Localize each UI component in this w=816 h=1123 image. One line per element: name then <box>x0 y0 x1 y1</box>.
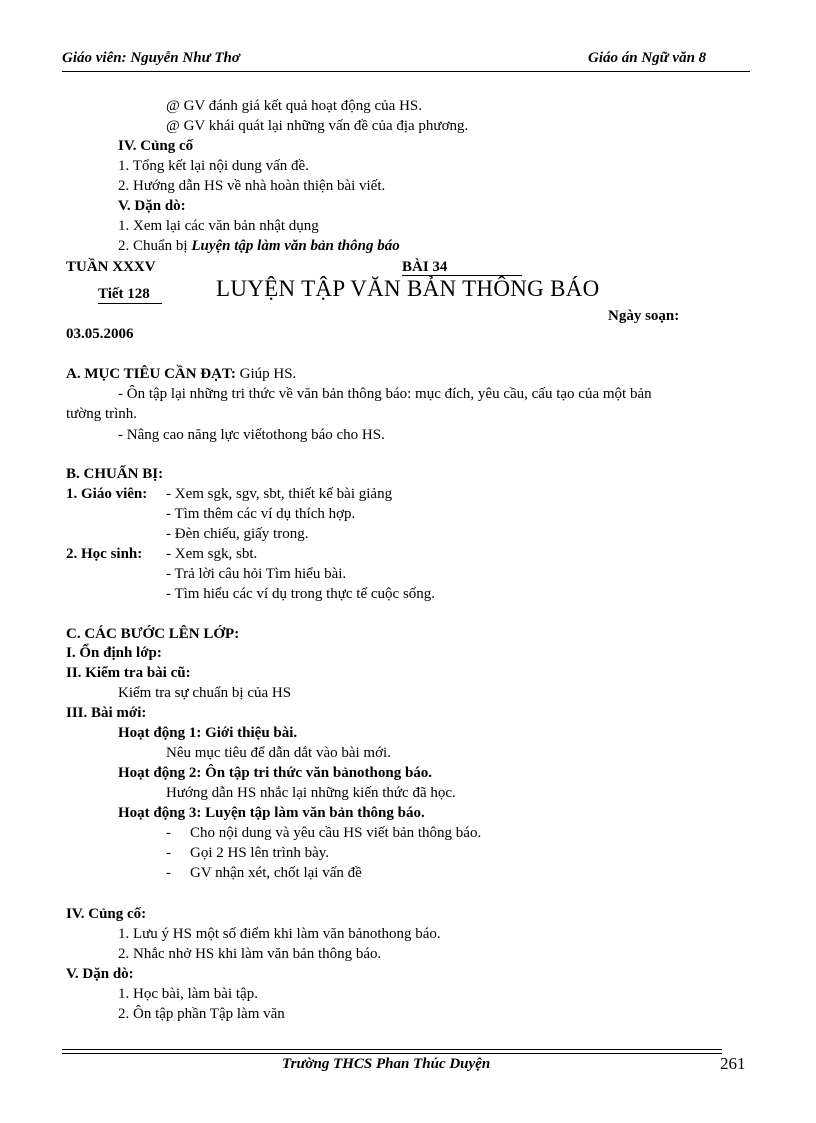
header-subject: Giáo án Ngữ văn 8 <box>588 50 707 66</box>
student-item-1: - Xem sgk, sbt. <box>166 546 258 562</box>
section-a-item2: - Nâng cao năng lực viếtothong báo cho HS. <box>118 427 385 443</box>
prev-danduo-1: 1. Xem lại các văn bản nhật dụng <box>118 218 319 234</box>
student-item-2: - Trả lời câu hỏi Tìm hiểu bài. <box>166 566 347 582</box>
footer-rule-2 <box>62 1053 722 1054</box>
section-a-item1-line1: - Ôn tập lại những tri thức về văn bản thông báo: mục đích, yêu cầu, cấu tạo của một bản <box>118 386 652 402</box>
prep-label: Ngày soạn: <box>608 308 680 324</box>
activity-3-item-2: Gọi 2 HS lên trình bày. <box>190 845 330 861</box>
prev-cungco-1: 1. Tổng kết lại nội dung vấn đề. <box>118 158 309 174</box>
section-c-iii: III. Bài mới: <box>66 705 147 721</box>
teacher-item-1: - Xem sgk, sgv, sbt, thiết kế bài giảng <box>166 486 393 502</box>
closing-v-1: 1. Học bài, làm bài tập. <box>118 986 258 1002</box>
period-label: Tiết 128 <box>98 286 150 302</box>
activity-3-item-3: GV nhận xét, chốt lại vấn đề <box>190 865 362 881</box>
activity-3-bullet-3: - <box>166 865 171 881</box>
section-a-title: A. MỤC TIÊU CẦN ĐẠT: <box>66 366 236 382</box>
period-underline <box>98 303 162 304</box>
section-c-ii-text: Kiểm tra sự chuẩn bị của HS <box>118 685 292 701</box>
week-label: TUẦN XXXV <box>66 259 156 275</box>
section-b-title: B. CHUẨN BỊ: <box>66 466 164 482</box>
teacher-item-2: - Tìm thêm các ví dụ thích hợp. <box>166 506 356 522</box>
closing-v-2: 2. Ôn tập phần Tập làm văn <box>118 1006 285 1022</box>
section-a-suffix: Giúp HS. <box>235 366 297 382</box>
activity-1-text: Nêu mục tiêu để dẫn dắt vào bài mới. <box>166 745 391 761</box>
closing-iv-2: 2. Nhắc nhở HS khi làm văn bản thông báo. <box>118 946 382 962</box>
closing-iv: IV. Củng cố: <box>66 906 147 922</box>
activity-3-bullet-1: - <box>166 825 171 841</box>
page-number: 261 <box>720 1054 746 1073</box>
closing-v: V. Dặn dò: <box>66 966 134 982</box>
footer-rule-1 <box>62 1049 722 1050</box>
student-label: 2. Học sinh: <box>66 546 143 562</box>
lesson-number: BÀI 34 <box>402 259 448 275</box>
activity-3-bullet-2: - <box>166 845 171 861</box>
prev-danduo-2-bold: Luyện tập làm văn bản thông báo <box>191 238 400 254</box>
lesson-title: LUYỆN TẬP VĂN BẢN THÔNG BÁO <box>216 276 600 301</box>
footer-school: Trường THCS Phan Thúc Duyện <box>282 1056 491 1072</box>
section-a-heading <box>66 364 296 384</box>
prev-danduo-title: V. Dặn dò: <box>118 198 186 214</box>
teacher-item-3: - Đèn chiếu, giấy trong. <box>166 526 309 542</box>
prev-danduo-2 <box>118 236 400 256</box>
section-c-ii: II. Kiểm tra bài cũ: <box>66 665 191 681</box>
prev-danduo-2-prefix: 2. Chuẩn bị <box>118 238 192 254</box>
activity-3-item-1: Cho nội dung và yêu cầu HS viết bản thông báo. <box>190 825 482 841</box>
section-c-title: C. CÁC BƯỚC LÊN LỚP: <box>66 626 240 642</box>
activity-2-text: Hướng dẫn HS nhắc lại những kiến thức đã học. <box>166 785 456 801</box>
header-teacher: Giáo viên: Nguyễn Như Thơ <box>62 50 240 66</box>
prev-cungco-2: 2. Hướng dẫn HS về nhà hoàn thiện bài viết. <box>118 178 386 194</box>
prev-line-1: @ GV đánh giá kết quả hoạt động của HS. <box>166 98 422 114</box>
activity-2-title: Hoạt động 2: Ôn tập tri thức văn bảnothong báo. <box>118 765 433 781</box>
prep-date: 03.05.2006 <box>66 326 134 342</box>
activity-1-title: Hoạt động 1: Giới thiệu bài. <box>118 725 298 741</box>
prev-line-2: @ GV khái quát lại những vấn đề của địa phương. <box>166 118 469 134</box>
teacher-label: 1. Giáo viên: <box>66 486 148 502</box>
header-rule <box>62 71 750 72</box>
prev-cungco-title: IV. Củng cố <box>118 138 194 154</box>
student-item-3: - Tìm hiểu các ví dụ trong thực tế cuộc sống. <box>166 586 436 602</box>
section-a-item1-line2: tường trình. <box>66 406 138 422</box>
activity-3-title: Hoạt động 3: Luyện tập làm văn bản thông báo. <box>118 805 425 821</box>
section-c-i: I. Ổn định lớp: <box>66 645 162 661</box>
closing-iv-1: 1. Lưu ý HS một số điểm khi làm văn bảnothong báo. <box>118 926 441 942</box>
